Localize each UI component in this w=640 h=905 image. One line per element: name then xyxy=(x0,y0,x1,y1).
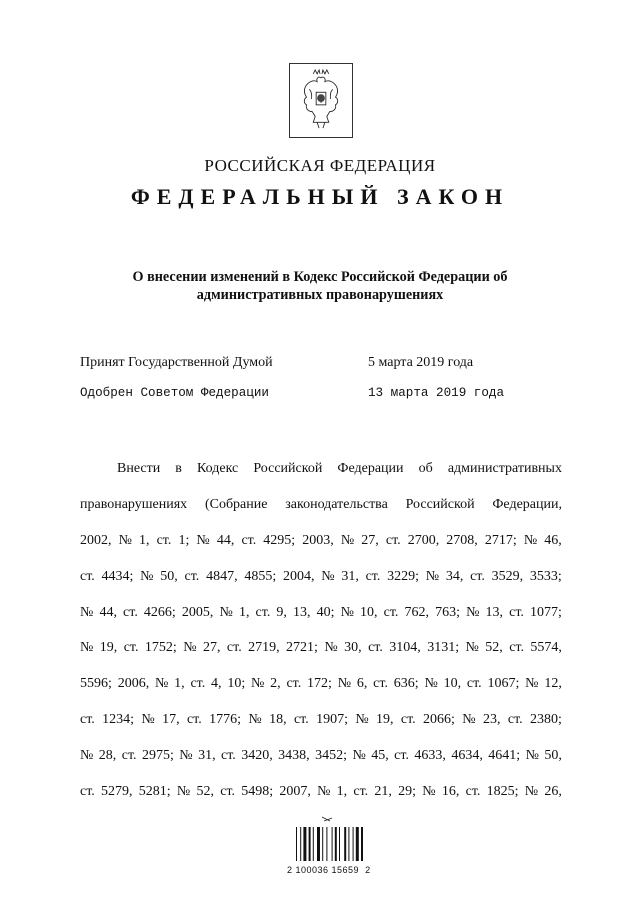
body-text-line: № 28, ст. 2975; № 31, ст. 3420, 3438, 3452; № 45, ст. 4633, 4634, 4641; № 50, xyxy=(80,748,562,764)
body-text-line: ст. 4434; № 50, ст. 4847, 4855; 2004, № 31, ст. 3229; № 34, ст. 3529, 3533; xyxy=(80,568,562,584)
body-text-line: ст. 1234; № 17, ст. 1776; № 18, ст. 1907; № 19, ст. 2066; № 23, ст. 2380; xyxy=(80,712,562,728)
barcode-icon xyxy=(294,815,374,865)
council-approval-label: Одобрен Советом Федерации xyxy=(80,386,269,400)
law-title xyxy=(100,268,540,304)
body-text xyxy=(80,460,562,819)
body-text-line: правонарушениях (Собрание законодательства Российской Федерации, xyxy=(80,496,562,512)
barcode-number: 2 100036 15659 2 xyxy=(287,865,371,875)
body-text-line: ст. 5279, 5281; № 52, ст. 5498; 2007, № 1, ст. 21, 29; № 16, ст. 1825; № 26, xyxy=(80,784,562,800)
law-title-line: О внесении изменений в Кодекс Российской Федерации об xyxy=(132,269,508,285)
state-emblem-icon xyxy=(289,63,353,138)
council-approval-date: 13 марта 2019 года xyxy=(368,386,505,400)
duma-adoption-label: Принят Государственной Думой xyxy=(80,355,273,370)
duma-adoption-date: 5 марта 2019 года xyxy=(368,355,474,370)
document-type-heading: ФЕДЕРАЛЬНЫЙ ЗАКОН xyxy=(130,184,510,209)
body-text-line: 5596; 2006, № 1, ст. 4, 10; № 2, ст. 172; № 6, ст. 636; № 10, ст. 1067; № 12, xyxy=(80,676,562,692)
country-heading: РОССИЙСКАЯ ФЕДЕРАЦИЯ xyxy=(204,156,436,175)
body-text-line: Внести в Кодекс Российской Федерации об административных xyxy=(117,461,562,476)
law-title-line: административных правонарушениях xyxy=(196,287,444,303)
body-text-line: 2002, № 1, ст. 1; № 44, ст. 4295; 2003, № 27, ст. 2700, 2708, 2717; № 46, xyxy=(80,532,562,548)
body-text-line: № 19, ст. 1752; № 27, ст. 2719, 2721; № 30, ст. 3104, 3131; № 52, ст. 5574, xyxy=(80,640,562,656)
body-text-line: № 44, ст. 4266; 2005, № 1, ст. 9, 13, 40; № 10, ст. 762, 763; № 13, ст. 1077; xyxy=(80,604,562,620)
